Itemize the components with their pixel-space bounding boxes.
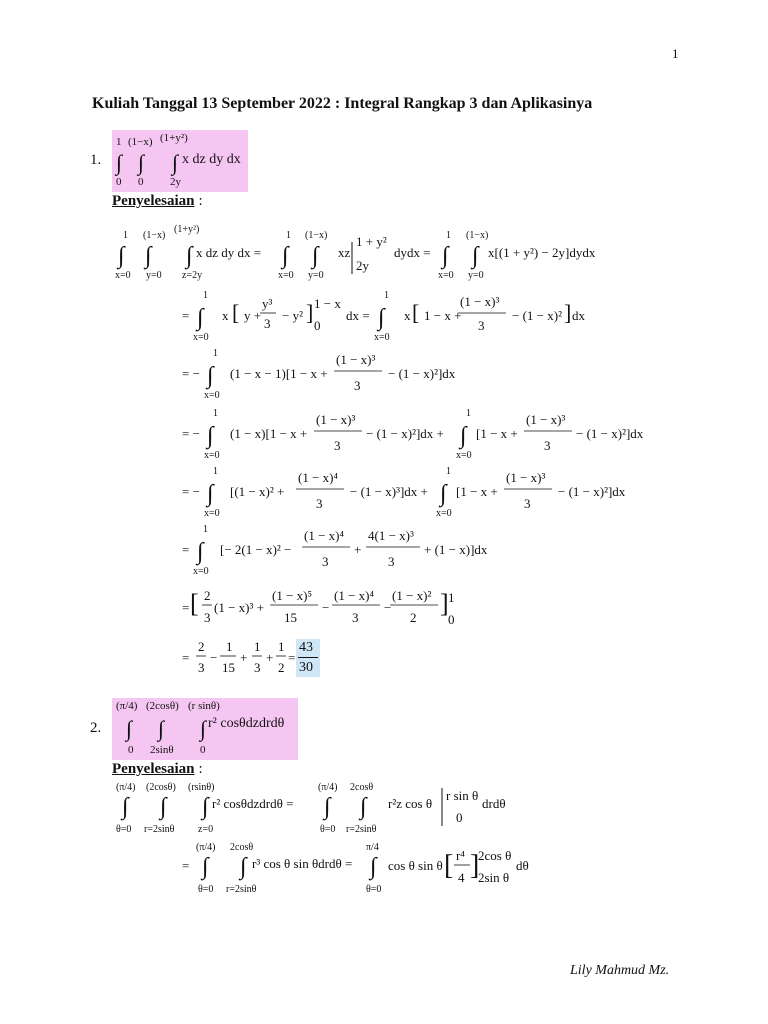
svg-text:− (1 − x)²]dx: − (1 − x)²]dx <box>558 484 626 499</box>
svg-text:∫: ∫ <box>370 854 377 880</box>
svg-text:∫: ∫ <box>440 481 447 507</box>
svg-text:2: 2 <box>204 588 211 603</box>
svg-text:θ=0: θ=0 <box>366 884 382 895</box>
svg-text:3: 3 <box>544 438 551 453</box>
svg-text:1: 1 <box>254 639 261 654</box>
svg-text:∫: ∫ <box>202 854 209 880</box>
page-number: 1 <box>672 46 679 61</box>
svg-text:]: ] <box>564 300 572 325</box>
svg-text:r³ cos θ sin θdrdθ =: r³ cos θ sin θdrdθ = <box>252 856 353 871</box>
svg-text:2cosθ: 2cosθ <box>230 842 254 853</box>
svg-text:1: 1 <box>226 639 233 654</box>
svg-text:− (1 − x)²: − (1 − x)² <box>512 308 562 323</box>
p1-integral-sign-1: ∫ <box>116 150 123 175</box>
svg-text:[: [ <box>412 300 420 325</box>
svg-text:− (1 − x)²]dx +: − (1 − x)²]dx + <box>366 426 444 441</box>
svg-text:(1−x): (1−x) <box>143 230 166 241</box>
page-title: Kuliah Tanggal 13 September 2022 : Integral Rangkap 3 dan Aplikasinya <box>92 95 593 112</box>
svg-text:x=0: x=0 <box>204 508 220 519</box>
solution-1-label: Penyelesaian <box>112 193 195 209</box>
svg-text:]: ] <box>470 850 480 881</box>
svg-text:[1 − x +: [1 − x + <box>476 426 518 441</box>
svg-text:+: + <box>354 542 362 557</box>
svg-text:(π/4): (π/4) <box>318 782 338 793</box>
p2-integral-sign-2: ∫ <box>158 716 165 741</box>
svg-text:3: 3 <box>354 378 361 393</box>
svg-text:=: = <box>182 600 190 615</box>
p1-upper-limit-2: (1−x) <box>128 136 153 148</box>
svg-text:=: = <box>182 650 190 665</box>
svg-text:x: x <box>222 308 229 323</box>
svg-text:+: + <box>266 650 274 665</box>
svg-text:−: − <box>384 600 392 615</box>
solution-2-step-1 <box>116 782 506 835</box>
p1-lower-limit-2: 0 <box>138 176 144 188</box>
svg-text:(1 − x)⁵: (1 − x)⁵ <box>272 588 313 603</box>
svg-text:1: 1 <box>384 290 389 301</box>
svg-text:x dz dy dx =: x dz dy dx = <box>196 245 262 260</box>
svg-text:x=0: x=0 <box>278 270 294 281</box>
p1-upper-limit-3: (1+y²) <box>160 132 188 144</box>
svg-text:3: 3 <box>322 554 329 569</box>
svg-text:∫: ∫ <box>202 794 209 820</box>
svg-text:y=0: y=0 <box>308 270 324 281</box>
svg-text:(1 − x)³: (1 − x)³ <box>336 352 376 367</box>
svg-text:[: [ <box>190 589 199 618</box>
svg-text:∫: ∫ <box>118 243 125 269</box>
svg-text:[1 − x +: [1 − x + <box>456 484 498 499</box>
svg-text:1: 1 <box>446 466 451 477</box>
svg-text:(2cosθ): (2cosθ) <box>146 782 176 793</box>
p1-lower-limit-1: 0 <box>116 176 122 188</box>
svg-text:∫: ∫ <box>207 363 214 389</box>
svg-text:z=0: z=0 <box>198 824 214 835</box>
problem-1-number: 1. <box>90 152 102 168</box>
svg-text:∫: ∫ <box>145 243 152 269</box>
svg-text:3: 3 <box>334 438 341 453</box>
svg-text:=: = <box>182 542 190 557</box>
svg-text:=: = <box>288 650 296 665</box>
svg-text:r=2sinθ: r=2sinθ <box>346 824 377 835</box>
svg-text:3: 3 <box>254 660 261 675</box>
svg-text:− (1 − x)²]dx: − (1 − x)²]dx <box>388 366 456 381</box>
svg-text:dx: dx <box>572 308 585 323</box>
p2-lower-limit-3: 0 <box>200 744 206 756</box>
svg-text:∫: ∫ <box>207 481 214 507</box>
svg-text:(1 − x)[1 − x +: (1 − x)[1 − x + <box>230 426 308 441</box>
svg-text:3: 3 <box>352 610 359 625</box>
svg-text:1: 1 <box>286 230 291 241</box>
svg-text:15: 15 <box>284 610 297 625</box>
svg-text:2: 2 <box>278 660 285 675</box>
p2-upper-limit-1: (π/4) <box>116 700 138 712</box>
svg-text:3: 3 <box>524 496 531 511</box>
svg-text:(1+y²): (1+y²) <box>174 224 200 235</box>
svg-text:[: [ <box>232 300 240 325</box>
svg-text:x=0: x=0 <box>115 270 131 281</box>
svg-text:1: 1 <box>123 230 128 241</box>
svg-text:=: = <box>182 858 190 873</box>
svg-text:1: 1 <box>213 348 218 359</box>
svg-text:3: 3 <box>198 660 205 675</box>
svg-text:2sin θ: 2sin θ <box>478 870 510 885</box>
svg-text:1 − x +: 1 − x + <box>424 308 462 323</box>
p2-lower-limit-1: 0 <box>128 744 134 756</box>
solution-2-step-2 <box>182 842 529 895</box>
svg-text:(π/4): (π/4) <box>116 782 136 793</box>
svg-text:∫: ∫ <box>282 243 289 269</box>
solution-1-colon: : <box>198 193 203 209</box>
svg-text:π/4: π/4 <box>366 842 379 853</box>
svg-text:z=2y: z=2y <box>182 270 203 281</box>
p2-upper-limit-3: (r sinθ) <box>188 700 220 712</box>
svg-text:θ=0: θ=0 <box>320 824 336 835</box>
svg-text:x=0: x=0 <box>456 450 472 461</box>
svg-text:x=0: x=0 <box>204 450 220 461</box>
author-footer: Lily Mahmud Mz. <box>570 963 670 978</box>
svg-text:4: 4 <box>458 870 465 885</box>
svg-text:= −: = − <box>182 484 200 499</box>
svg-text:x[(1 + y²) − 2y]dydx: x[(1 + y²) − 2y]dydx <box>488 245 596 260</box>
svg-text:3: 3 <box>478 318 485 333</box>
svg-text:∫: ∫ <box>378 305 385 331</box>
svg-text:∫: ∫ <box>472 243 479 269</box>
svg-text:∫: ∫ <box>186 243 193 269</box>
svg-text:(rsinθ): (rsinθ) <box>188 782 215 793</box>
svg-text:−: − <box>322 600 330 615</box>
p1-integral-sign-3: ∫ <box>172 150 179 175</box>
svg-text:r=2sinθ: r=2sinθ <box>226 884 257 895</box>
svg-text:(1 − x)³: (1 − x)³ <box>316 412 356 427</box>
svg-text:4(1 − x)³: 4(1 − x)³ <box>368 528 414 543</box>
problem-2-number: 2. <box>90 720 102 736</box>
answer-denominator: 30 <box>299 660 313 675</box>
svg-text:1 − x: 1 − x <box>314 296 341 311</box>
svg-text:∫: ∫ <box>122 794 129 820</box>
svg-text:3: 3 <box>264 316 271 331</box>
p2-integral-sign-3: ∫ <box>200 716 207 741</box>
svg-text:(1 − x)²: (1 − x)² <box>392 588 432 603</box>
svg-text:1: 1 <box>213 408 218 419</box>
svg-text:− (1 − x)³]dx +: − (1 − x)³]dx + <box>350 484 428 499</box>
svg-text:1: 1 <box>203 524 208 535</box>
p1-lower-limit-3: 2y <box>170 176 181 188</box>
p2-integral-sign-1: ∫ <box>126 716 133 741</box>
svg-text:= −: = − <box>182 366 200 381</box>
svg-text:r²z cos θ: r²z cos θ <box>388 796 433 811</box>
svg-text:(1 − x)³: (1 − x)³ <box>460 294 500 309</box>
svg-text:(1 − x)³ +: (1 − x)³ + <box>214 600 264 615</box>
svg-text:2: 2 <box>410 610 417 625</box>
p1-integrand: x dz dy dx <box>182 152 241 167</box>
svg-text:2cos θ: 2cos θ <box>478 848 512 863</box>
svg-text:dθ: dθ <box>516 858 529 873</box>
svg-text:1: 1 <box>446 230 451 241</box>
svg-text:r² cosθdzdrdθ =: r² cosθdzdrdθ = <box>212 796 294 811</box>
svg-text:(1 − x)⁴: (1 − x)⁴ <box>334 588 375 603</box>
svg-text:(1 − x)³: (1 − x)³ <box>526 412 566 427</box>
svg-text:∫: ∫ <box>324 794 331 820</box>
svg-text:− y²: − y² <box>282 308 303 323</box>
svg-text:r⁴: r⁴ <box>456 848 465 863</box>
solution-2-label: Penyelesaian <box>112 761 195 777</box>
svg-text:2: 2 <box>198 639 205 654</box>
svg-text:−: − <box>210 650 218 665</box>
svg-text:(1 − x)⁴: (1 − x)⁴ <box>304 528 345 543</box>
svg-text:2cosθ: 2cosθ <box>350 782 374 793</box>
svg-text:= −: = − <box>182 426 200 441</box>
svg-text:1: 1 <box>203 290 208 301</box>
svg-text:15: 15 <box>222 660 235 675</box>
svg-text:]: ] <box>440 589 449 618</box>
svg-text:+: + <box>240 650 248 665</box>
svg-text:(1 − x)³: (1 − x)³ <box>506 470 546 485</box>
svg-text:y=0: y=0 <box>146 270 162 281</box>
svg-text:drdθ: drdθ <box>482 796 506 811</box>
svg-text:− (1 − x)²]dx: − (1 − x)²]dx <box>576 426 644 441</box>
p2-integrand: r² cosθdzdrdθ <box>208 716 285 731</box>
svg-text:=: = <box>182 308 190 323</box>
svg-text:(1−x): (1−x) <box>305 230 328 241</box>
svg-text:y³: y³ <box>262 296 273 311</box>
svg-text:∫: ∫ <box>312 243 319 269</box>
svg-text:+ (1 − x)]dx: + (1 − x)]dx <box>424 542 488 557</box>
svg-text:0: 0 <box>314 318 321 333</box>
svg-text:θ=0: θ=0 <box>198 884 214 895</box>
svg-text:y=0: y=0 <box>468 270 484 281</box>
svg-text:(π/4): (π/4) <box>196 842 216 853</box>
answer-numerator: 43 <box>299 640 313 655</box>
svg-text:(1−x): (1−x) <box>466 230 489 241</box>
svg-text:[(1 − x)² +: [(1 − x)² + <box>230 484 285 499</box>
svg-text:1: 1 <box>278 639 285 654</box>
svg-text:r sin θ: r sin θ <box>446 788 479 803</box>
svg-text:xz: xz <box>338 245 351 260</box>
svg-text:(1 − x − 1)[1 − x +: (1 − x − 1)[1 − x + <box>230 366 328 381</box>
svg-text:cos θ sin θ: cos θ sin θ <box>388 858 443 873</box>
svg-text:∫: ∫ <box>240 854 247 880</box>
svg-text:x=0: x=0 <box>436 508 452 519</box>
svg-text:3: 3 <box>204 610 211 625</box>
p2-upper-limit-2: (2cosθ) <box>146 700 179 712</box>
svg-text:3: 3 <box>388 554 395 569</box>
svg-text:y +: y + <box>244 308 262 323</box>
svg-text:0: 0 <box>456 810 463 825</box>
svg-text:x=0: x=0 <box>193 566 209 577</box>
svg-text:∫: ∫ <box>197 539 204 565</box>
svg-text:∫: ∫ <box>460 423 467 449</box>
svg-text:x=0: x=0 <box>193 332 209 343</box>
svg-text:1: 1 <box>448 590 455 605</box>
svg-text:dx =: dx = <box>346 308 370 323</box>
svg-text:0: 0 <box>448 612 455 627</box>
p1-upper-limit-1: 1 <box>116 136 122 148</box>
svg-text:]: ] <box>306 300 314 325</box>
svg-text:1: 1 <box>213 466 218 477</box>
svg-text:θ=0: θ=0 <box>116 824 132 835</box>
svg-text:[: [ <box>444 850 454 881</box>
svg-text:∫: ∫ <box>442 243 449 269</box>
svg-text:dydx =: dydx = <box>394 245 431 260</box>
svg-text:∫: ∫ <box>160 794 167 820</box>
svg-text:(1 − x)⁴: (1 − x)⁴ <box>298 470 339 485</box>
svg-text:1 + y²: 1 + y² <box>356 234 387 249</box>
svg-text:∫: ∫ <box>197 305 204 331</box>
svg-text:x=0: x=0 <box>438 270 454 281</box>
svg-text:2y: 2y <box>356 258 369 273</box>
svg-text:x=0: x=0 <box>374 332 390 343</box>
solution-2-colon: : <box>198 761 203 777</box>
svg-text:x=0: x=0 <box>204 390 220 401</box>
svg-text:1: 1 <box>466 408 471 419</box>
svg-text:∫: ∫ <box>207 423 214 449</box>
svg-text:x: x <box>404 308 411 323</box>
svg-text:r=2sinθ: r=2sinθ <box>144 824 175 835</box>
svg-text:3: 3 <box>316 496 323 511</box>
svg-text:[− 2(1 − x)² −: [− 2(1 − x)² − <box>220 542 292 557</box>
svg-text:∫: ∫ <box>360 794 367 820</box>
p1-integral-sign-2: ∫ <box>138 150 145 175</box>
p2-lower-limit-2: 2sinθ <box>150 744 174 756</box>
